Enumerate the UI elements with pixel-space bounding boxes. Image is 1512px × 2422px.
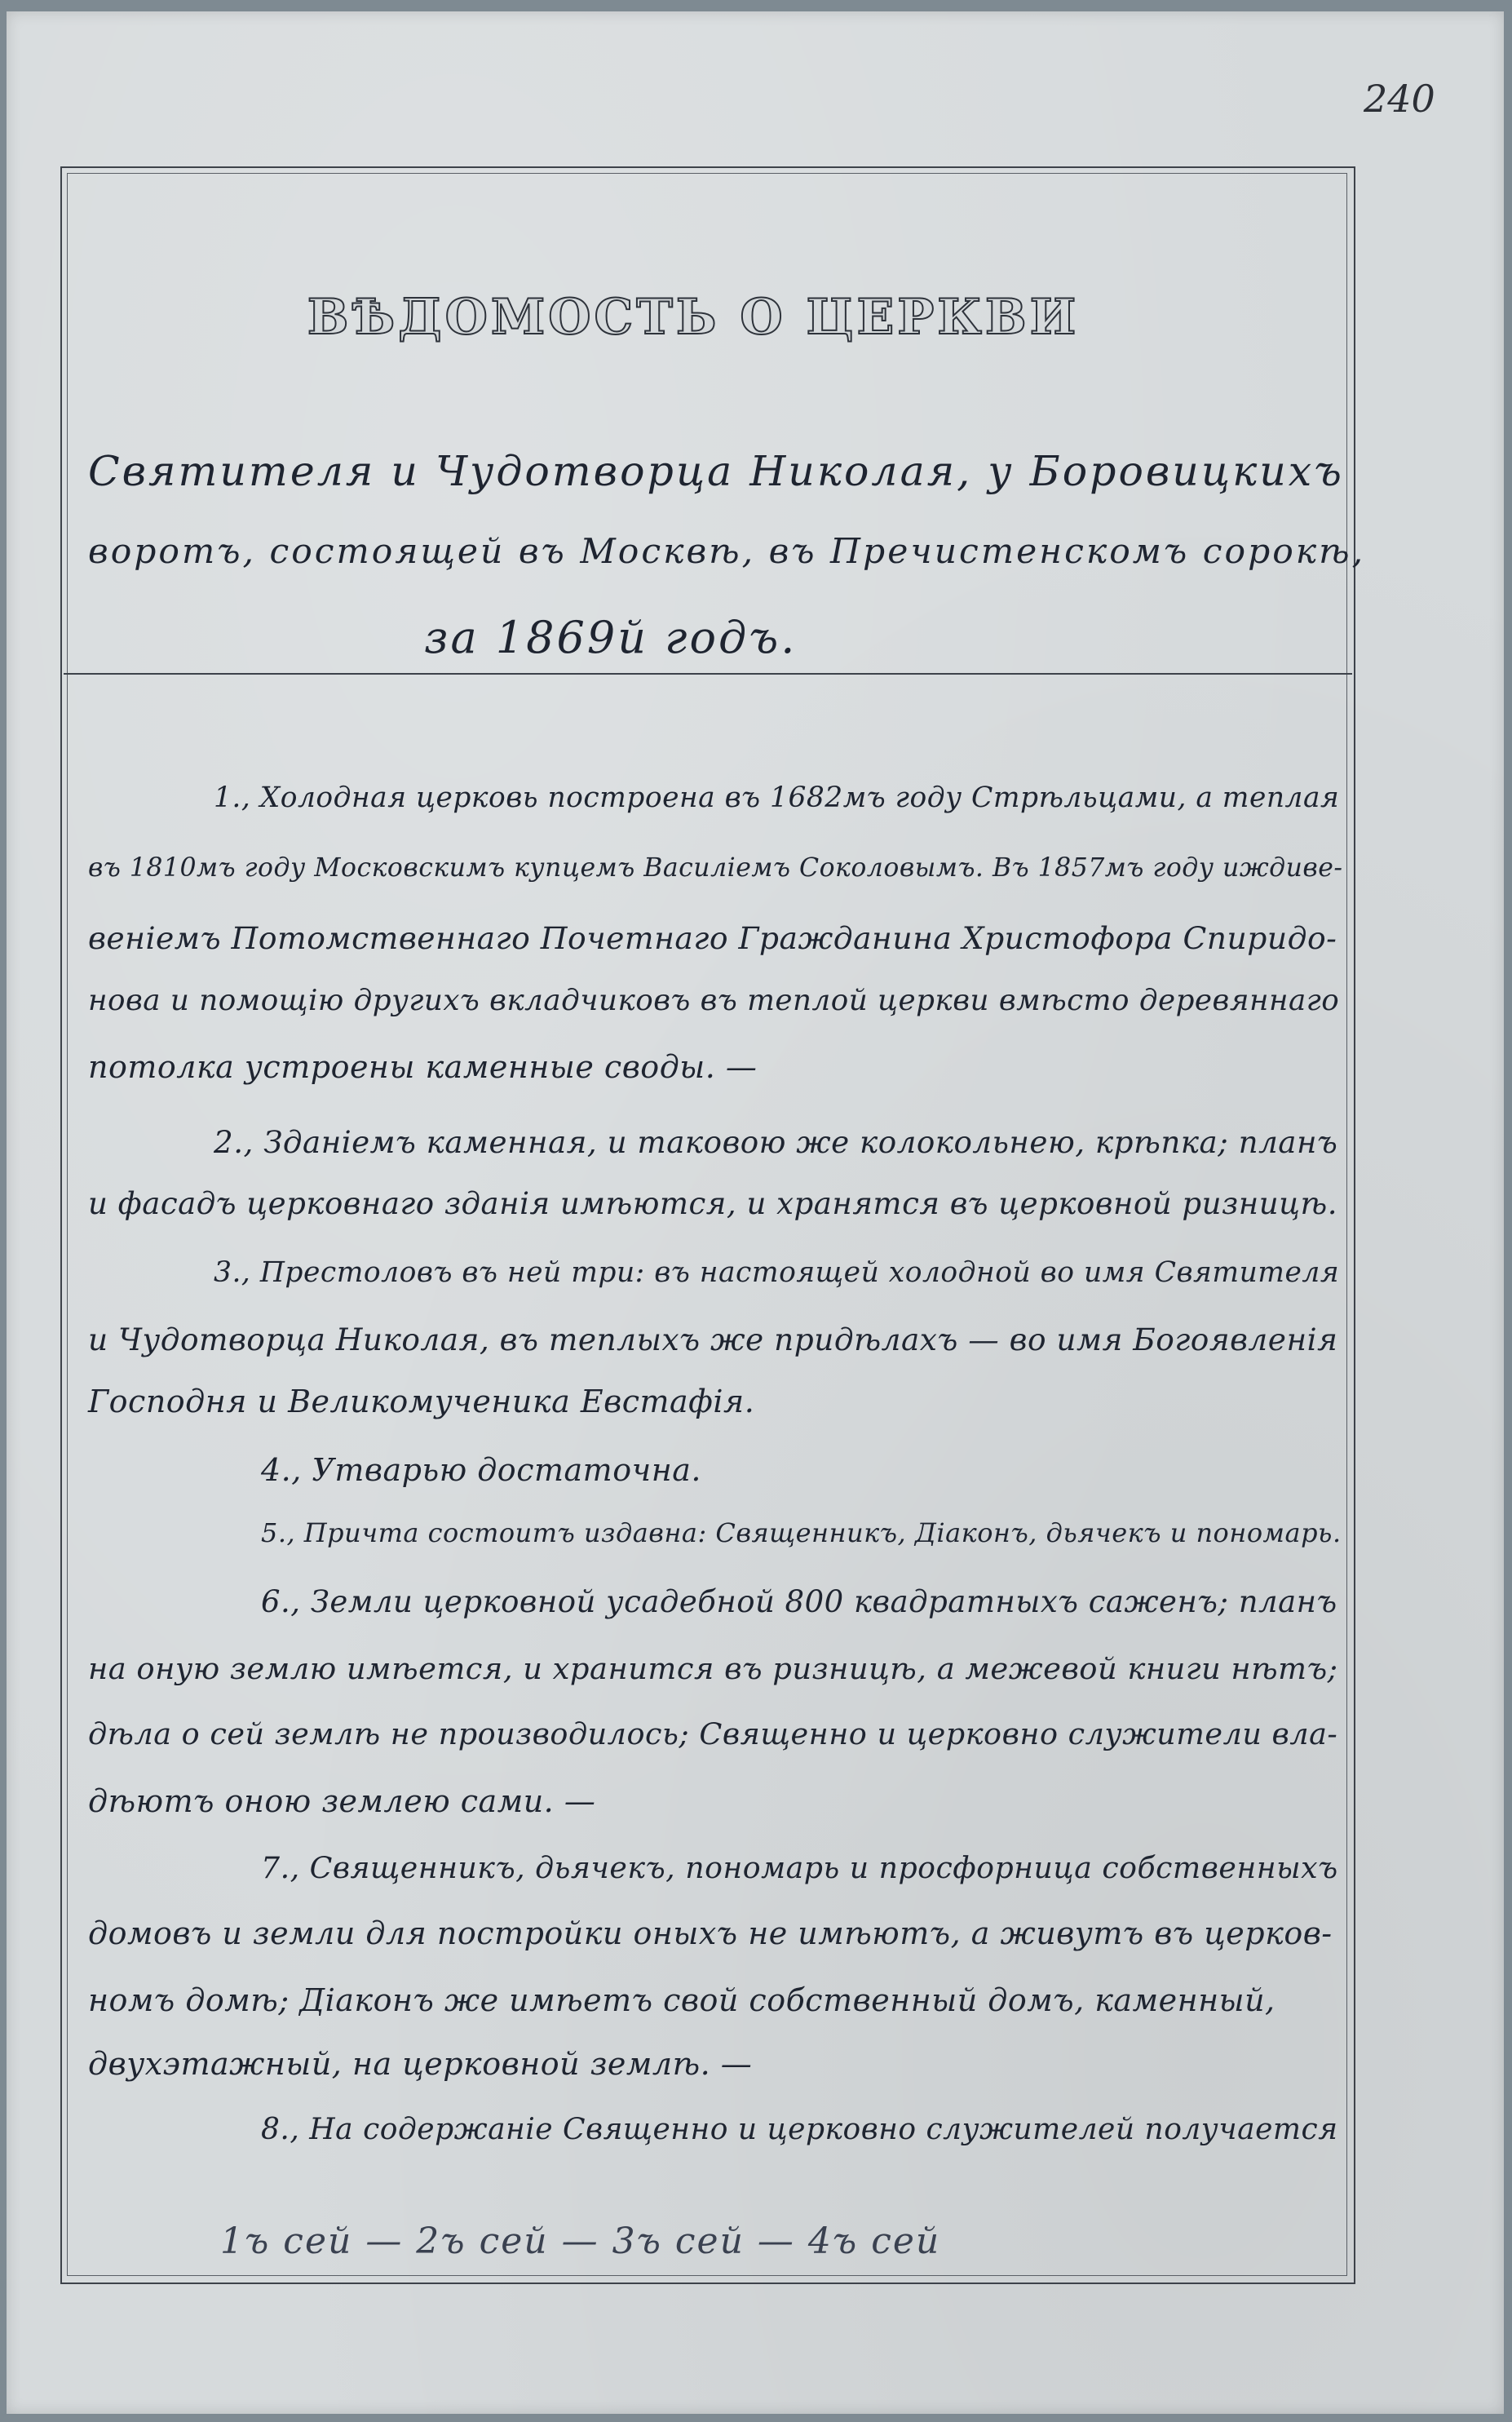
footer-note: 1ъ сей — 2ъ сей — 3ъ сей — 4ъ сей [220, 2221, 941, 2262]
subtitle-line: Святителя и Чудотворца Николая, у Боровицкихъ [88, 447, 1344, 495]
body-line: потолка устроены каменные своды. — [88, 1049, 758, 1085]
body-line: венiемъ Потомственнаго Почетнаго Гражданина Христофора Спиридо- [88, 920, 1337, 956]
body-line: на оную землю имѣется, и хранится въ ризницѣ, а межевой книги нѣтъ; [88, 1651, 1338, 1686]
document-title: ВѢДОМОСТЬ О ЦЕРКВИ [307, 289, 1080, 346]
body-line: и Чудотворца Николая, въ теплыхъ же придѣлахъ — во имя Богоявленiя [88, 1322, 1338, 1357]
body-line: 1., Холодная церковь построена въ 1682мъ году Стрѣльцами, а теплая [214, 782, 1340, 814]
body-line: 4., Утварью достаточна. [261, 1452, 701, 1488]
body-line: въ 1810мъ году Московскимъ купцемъ Василiемъ Соколовымъ. Въ 1857мъ году иждиве- [88, 853, 1343, 883]
page-number: 240 [1364, 77, 1435, 121]
body-line: 7., Священникъ, дьячекъ, пономарь и просфорница собственныхъ [261, 1850, 1338, 1885]
body-line: Господня и Великомученика Евстафiя. [88, 1384, 755, 1419]
body-line: 8., На содержанiе Священно и церковно служителей получается [261, 2113, 1338, 2146]
body-line: 2., Зданiемъ каменная, и таковою же колокольнею, крѣпка; планъ [214, 1124, 1338, 1160]
subtitle-line: за 1869й годъ. [424, 612, 798, 663]
body-line: двухэтажный, на церковной землѣ. — [88, 2046, 753, 2082]
body-line: дѣла о сей землѣ не производилось; Священно и церковно служители вла- [88, 1716, 1338, 1751]
body-line: 5., Причта состоитъ издавна: Священникъ, Дiаконъ, дьячекъ и пономарь. [261, 1517, 1342, 1548]
body-line: нова и помощiю другихъ вкладчиковъ въ теплой церкви вмѣсто деревяннаго [88, 984, 1340, 1017]
body-line: 6., Земли церковной усадебной 800 квадратныхъ саженъ; планъ [261, 1584, 1337, 1619]
body-line: номъ домѣ; Дiаконъ же имѣетъ свой собственный домъ, каменный, [88, 1982, 1275, 2018]
subtitle-line: воротъ, состоящей въ Москвѣ, въ Пречистенскомъ сорокѣ, [88, 532, 1366, 572]
body-line: домовъ и земли для постройки оныхъ не имѣютъ, а живутъ въ церков- [88, 1915, 1333, 1951]
header-divider [64, 673, 1352, 675]
body-line: дѣютъ оною землею сами. — [88, 1783, 596, 1819]
body-line: и фасадъ церковнаго зданiя имѣются, и хранятся въ церковной ризницѣ. [88, 1186, 1337, 1221]
body-line: 3., Престоловъ въ ней три: въ настоящей холодной во имя Святителя [214, 1256, 1340, 1289]
